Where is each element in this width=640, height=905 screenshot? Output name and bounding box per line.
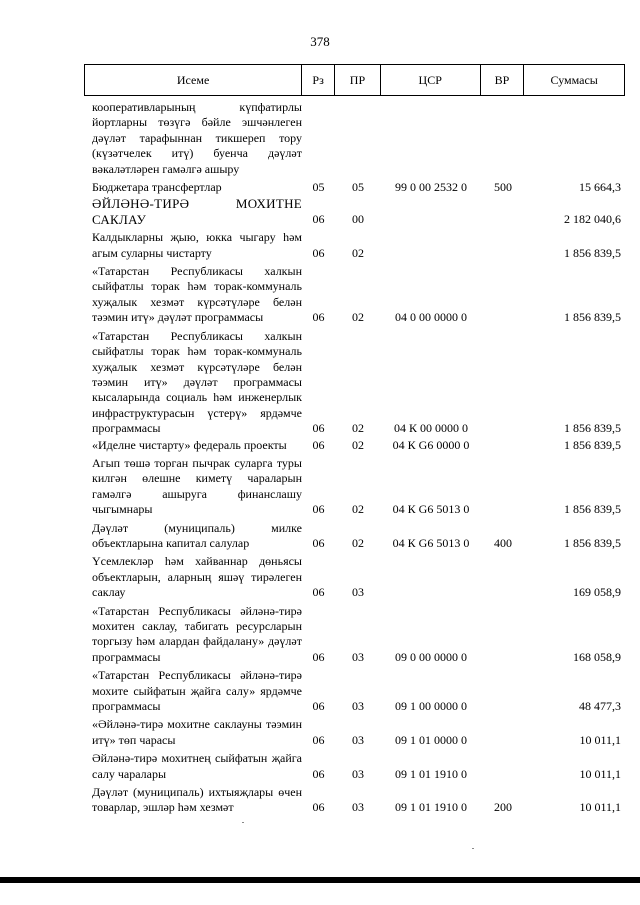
row-vr: 200 <box>494 800 512 815</box>
row-pr: 03 <box>352 800 364 815</box>
row-name: Агып төшә торган пычрак суларга туры килгән өлешне киметү чараларын гамәлгә ашыруга финанслашу чыгымнары <box>92 455 302 517</box>
table-row <box>84 180 625 195</box>
header-vr: ВР <box>481 65 525 95</box>
row-name: «Татарстан Республикасы әйләнә-тирә мохитен саклау, табигать ресурсларын торгызу һәм алардан файдалану» дәүләт программасы <box>92 603 302 664</box>
table-row <box>84 785 625 816</box>
row-csr <box>381 196 481 227</box>
row-vr <box>481 438 525 453</box>
row-sum: 10 011,1 <box>579 732 621 747</box>
row-vr <box>481 554 525 600</box>
row-pr: 02 <box>352 502 364 517</box>
row-vr <box>481 668 525 714</box>
row-name: Бюджетара трансфертлар <box>92 180 222 195</box>
row-rz: 06 <box>312 502 325 517</box>
table-row <box>84 100 625 177</box>
table-row <box>84 604 625 666</box>
row-sum: 15 664,3 <box>579 180 621 195</box>
row-sum: 168 058,9 <box>573 649 621 664</box>
row-pr: 03 <box>352 766 364 781</box>
row-sum: 10 011,1 <box>579 800 621 815</box>
row-name: «Татарстан Республикасы халкын сыйфатлы торак һәм торак-коммуналь хуҗалык хезмәт күрсәтүләре белән тәэмин итү» дәүләт программасы <box>92 264 302 325</box>
row-csr: 99 0 00 2532 0 <box>395 180 467 195</box>
scan-speck <box>242 822 244 823</box>
row-csr: 09 1 01 1910 0 <box>395 766 467 781</box>
header-sum: Суммасы <box>550 72 598 87</box>
row-csr <box>381 100 481 177</box>
row-pr: 02 <box>352 421 364 436</box>
row-rz: 06 <box>312 535 325 550</box>
table-row <box>84 329 625 437</box>
row-sum: 48 477,3 <box>579 699 621 714</box>
row-rz: 06 <box>312 421 325 436</box>
row-sum: 1 856 839,5 <box>564 310 621 325</box>
page-number: 378 <box>310 34 330 49</box>
row-vr <box>481 329 525 437</box>
row-rz: 06 <box>312 800 325 815</box>
row-sum: 169 058,9 <box>573 585 621 600</box>
row-sum: 10 011,1 <box>579 766 621 781</box>
row-name: «Татарстан Республикасы әйләнә-тирә мохите сыйфатын җайга салу» ярдәмче программасы <box>92 668 302 714</box>
row-rz: 06 <box>312 211 325 226</box>
row-pr: 03 <box>352 649 364 664</box>
row-csr: 09 1 00 0000 0 <box>395 699 467 714</box>
row-name: Әйләнә-тирә мохитнең сыйфатын җайга салу чаралары <box>92 751 302 781</box>
row-name: ӘЙЛӘНӘ-ТИРӘ МОХИТНЕ САКЛАУ <box>92 196 302 227</box>
row-pr: 00 <box>352 211 364 226</box>
header-csr: ЦСР <box>381 65 481 95</box>
row-name: Калдыкларны җыю, юкка чыгару һәм агым суларны чистарту <box>92 230 302 260</box>
row-csr: 04 0 00 0000 0 <box>395 310 467 325</box>
row-rz: 06 <box>312 437 325 452</box>
row-rz: 06 <box>312 585 325 600</box>
row-pr <box>335 100 381 177</box>
row-csr: 09 1 01 1910 0 <box>395 800 467 815</box>
header-name: Исеме <box>85 65 302 95</box>
table-row <box>84 438 625 453</box>
row-name: Дәүләт (муниципаль) ихтыяҗлары өчен товарлар, эшләр һәм хезмәт <box>92 785 302 815</box>
row-vr <box>481 230 525 261</box>
row-pr: 03 <box>352 732 364 747</box>
table-row <box>84 264 625 326</box>
row-pr: 02 <box>352 535 364 550</box>
table-row <box>84 554 625 600</box>
row-pr: 05 <box>352 180 364 195</box>
row-csr: 04 К G6 5013 0 <box>392 535 470 550</box>
bottom-border <box>0 877 640 883</box>
row-vr <box>481 264 525 326</box>
row-rz: 06 <box>312 649 325 664</box>
row-name: кооперативларының күпфатирлы йортларны төзүгә бәйле эшчәнлеген дәүләт тарафыннан тикшереп тору (күзәтчелек итү) буенча дәүләт вәкаләтләрен гамәлгә ашыру <box>92 100 302 176</box>
row-sum: 1 856 839,5 <box>564 502 621 517</box>
row-rz: 06 <box>312 699 325 714</box>
row-rz: 06 <box>312 245 325 260</box>
row-name: «Татарстан Республикасы халкын сыйфатлы торак һәм торак-коммуналь хуҗалык хезмәт күрсәтүләре белән тәэмин итү» дәүләт программасы кысаларында социаль һәм инженерлык инфраструктурасын үстерү» ярдәмче программасы <box>92 328 302 436</box>
row-name: «Иделне чистарту» федераль проекты <box>92 437 287 452</box>
row-rz: 05 <box>312 180 325 195</box>
row-pr: 03 <box>352 699 364 714</box>
table-row <box>84 668 625 714</box>
row-csr: 04 К G6 0000 0 <box>392 437 470 452</box>
row-csr: 09 0 00 0000 0 <box>395 649 467 664</box>
table-header <box>84 64 625 96</box>
row-vr: 500 <box>494 180 512 195</box>
row-vr <box>481 751 525 782</box>
row-csr: 04 К 00 0000 0 <box>393 421 468 436</box>
row-pr: 03 <box>352 585 364 600</box>
table-row <box>84 456 625 518</box>
table-row <box>84 521 625 552</box>
row-name: Үсемлекләр һәм хайваннар дөньясы объектларын, аларның яшәү тирәлеген саклау <box>92 554 302 600</box>
row-pr: 02 <box>352 310 364 325</box>
row-sum: 2 182 040,6 <box>564 211 621 226</box>
table-row <box>84 230 625 261</box>
header-pr: ПР <box>335 65 381 95</box>
row-name: «Әйләнә-тирә мохитне саклауны тәэмин итү» төп чарасы <box>92 717 302 747</box>
row-pr: 02 <box>352 437 364 452</box>
row-rz: 06 <box>312 766 325 781</box>
table-row <box>84 751 625 782</box>
row-rz: 06 <box>312 732 325 747</box>
row-csr <box>381 230 481 261</box>
row-sum: 1 856 839,5 <box>564 437 621 452</box>
row-vr <box>481 717 525 748</box>
row-csr <box>381 554 481 600</box>
scan-speck <box>472 848 474 849</box>
row-sum <box>525 100 625 177</box>
row-vr <box>481 456 525 518</box>
row-rz <box>302 100 335 177</box>
row-sum: 1 856 839,5 <box>564 535 621 550</box>
row-pr: 02 <box>352 245 364 260</box>
row-vr <box>481 604 525 666</box>
row-vr <box>481 196 525 227</box>
row-name: Дәүләт (муниципаль) милке объектларына капитал салулар <box>92 520 302 550</box>
row-vr <box>481 100 525 177</box>
header-rz: Рз <box>302 65 335 95</box>
row-vr: 400 <box>494 535 512 550</box>
table-body <box>84 100 625 816</box>
table-row <box>84 717 625 748</box>
row-rz: 06 <box>312 310 325 325</box>
row-sum: 1 856 839,5 <box>564 421 621 436</box>
table-row <box>84 196 625 227</box>
row-sum: 1 856 839,5 <box>564 245 621 260</box>
row-csr: 09 1 01 0000 0 <box>395 732 467 747</box>
row-csr: 04 К G6 5013 0 <box>392 502 470 517</box>
